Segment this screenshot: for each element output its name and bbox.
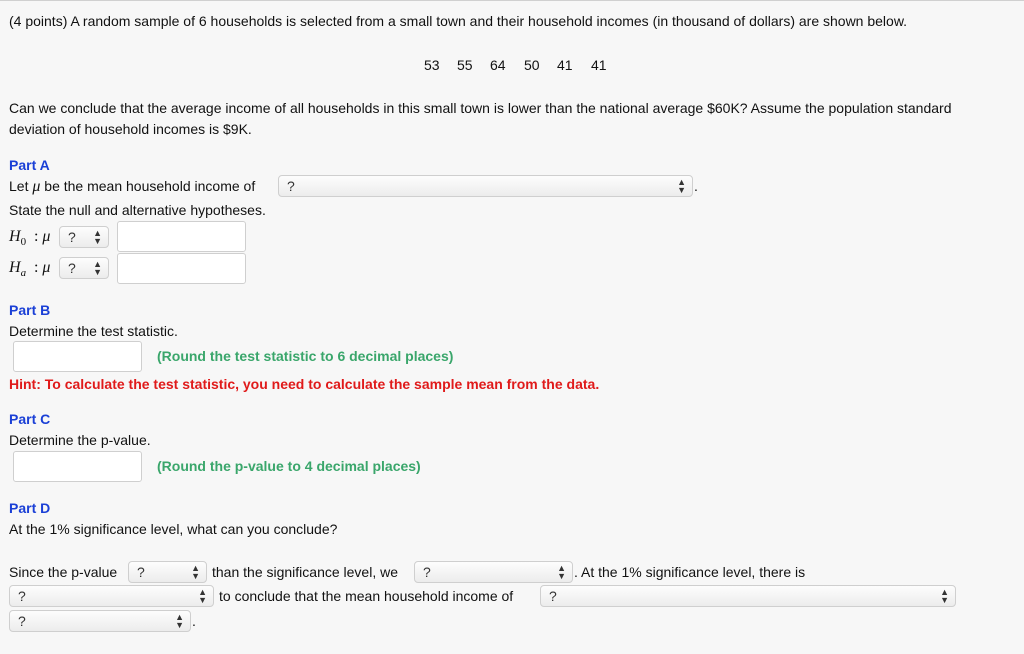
- mu-symbol: μ: [32, 178, 41, 195]
- period: .: [694, 178, 698, 194]
- evidence-select[interactable]: [9, 585, 214, 607]
- select-arrows-icon: ▲ ▼: [940, 587, 949, 605]
- select-value: ?: [287, 178, 295, 194]
- select-arrows-icon: ▲ ▼: [677, 177, 686, 195]
- part-d-question: At the 1% significance level, what can you conclude?: [9, 521, 338, 537]
- select-value: ?: [18, 613, 26, 629]
- select-arrows-icon: ▲ ▼: [198, 587, 207, 605]
- part-d-title: Part D: [9, 500, 51, 516]
- part-a-let-sentence: [9, 178, 255, 196]
- let-prefix: Let: [9, 178, 29, 194]
- part-c-title: Part C: [9, 411, 51, 427]
- select-value: ?: [423, 564, 431, 580]
- h0-operator-select[interactable]: [59, 226, 109, 248]
- since-text: Since the p-value: [9, 564, 118, 580]
- part-c-instruction: Determine the p-value.: [9, 432, 151, 448]
- state-hypotheses-text: State the null and alternative hypotheses.: [9, 202, 266, 218]
- part-b-title: Part B: [9, 302, 51, 318]
- h0-value-input[interactable]: [117, 221, 246, 252]
- select-value: ?: [18, 588, 26, 604]
- h0-label: [9, 228, 50, 248]
- population-select[interactable]: [540, 585, 956, 607]
- question-text-line2: deviation of household incomes is $9K.: [9, 121, 252, 137]
- data-value: 55: [457, 57, 473, 73]
- decision-select[interactable]: [414, 561, 573, 583]
- ha-letter: H: [9, 259, 21, 276]
- at-level-text: . At the 1% significance level, there is: [574, 564, 806, 580]
- part-b-instruction: Determine the test statistic.: [9, 323, 178, 339]
- select-value: ?: [68, 260, 76, 276]
- question-text-line1: Can we conclude that the average income of all households in this small town is lower than the national average $60K? Assume the population standard: [9, 100, 952, 116]
- ha-subscript: a: [20, 266, 27, 279]
- select-arrows-icon: ▲ ▼: [93, 228, 102, 246]
- mean-population-select[interactable]: [278, 175, 693, 197]
- period: .: [192, 613, 196, 629]
- question-intro: (4 points) A random sample of 6 households is selected from a small town and their household incomes (in thousand of dollars) are shown below.: [9, 13, 908, 29]
- data-value: 41: [591, 57, 607, 73]
- test-statistic-round-note: (Round the test statistic to 6 decimal places): [157, 348, 454, 364]
- ha-operator-select[interactable]: [59, 257, 109, 279]
- to-conclude-text: to conclude that the mean household income of: [219, 588, 514, 604]
- top-divider: [0, 0, 1024, 1]
- h0-subscript: 0: [20, 235, 27, 248]
- part-a-title: Part A: [9, 157, 50, 173]
- select-arrows-icon: ▲ ▼: [557, 563, 566, 581]
- colon-mu: : μ: [29, 228, 51, 245]
- than-text: than the significance level, we: [212, 564, 398, 580]
- select-value: ?: [137, 564, 145, 580]
- select-arrows-icon: ▲ ▼: [93, 259, 102, 277]
- ha-value-input[interactable]: [117, 253, 246, 284]
- ha-label: [9, 259, 50, 279]
- select-value: ?: [549, 588, 557, 604]
- select-value: ?: [68, 229, 76, 245]
- data-value: 64: [490, 57, 506, 73]
- hint-text: Hint: To calculate the test statistic, you need to calculate the sample mean from the data.: [9, 376, 600, 392]
- select-arrows-icon: ▲ ▼: [175, 612, 184, 630]
- data-value: 41: [557, 57, 573, 73]
- select-arrows-icon: ▲ ▼: [191, 563, 200, 581]
- direction-select[interactable]: [9, 610, 191, 632]
- p-value-input[interactable]: [13, 451, 142, 482]
- test-statistic-input[interactable]: [13, 341, 142, 372]
- colon-mu: : μ: [29, 259, 51, 276]
- pvalue-comparison-select[interactable]: [128, 561, 207, 583]
- data-value: 50: [524, 57, 540, 73]
- let-middle: be the mean household income of: [44, 178, 256, 194]
- data-value: 53: [424, 57, 440, 73]
- h0-letter: H: [9, 228, 21, 245]
- p-value-round-note: (Round the p-value to 4 decimal places): [157, 458, 421, 474]
